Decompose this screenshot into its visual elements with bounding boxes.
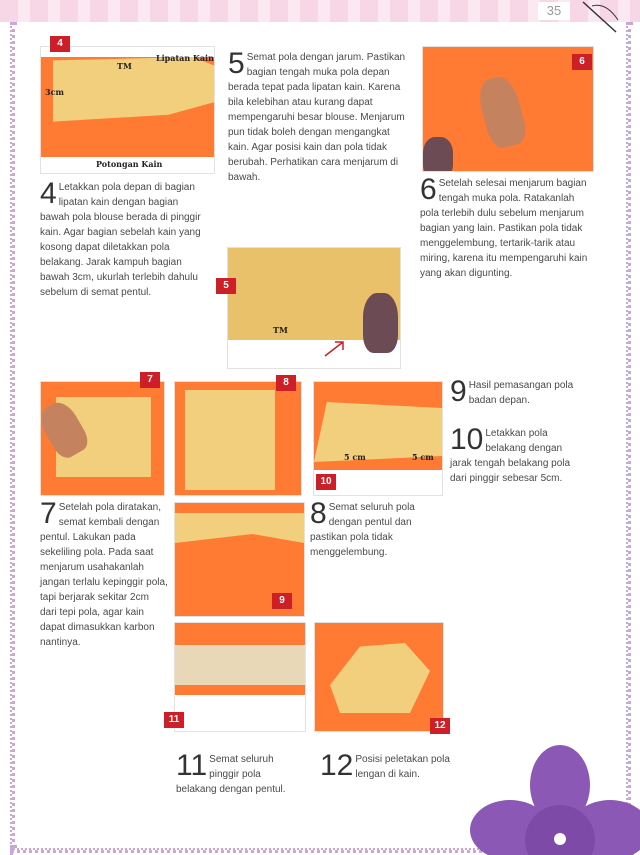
photo-badge-12: 12: [430, 718, 450, 734]
step-number: 10: [450, 423, 484, 456]
step-6: [420, 173, 596, 281]
step-11: [176, 749, 304, 797]
page-number: 35: [538, 2, 570, 20]
step-number: 6: [420, 173, 437, 206]
photo-badge-7: 7: [140, 372, 160, 388]
photo-4: [40, 46, 215, 174]
step-number: 4: [40, 177, 57, 210]
step-number: 8: [310, 497, 327, 530]
step-5: [228, 47, 406, 185]
step-text: Letakkan pola belakang dengan jarak tengah belakang pola dari pinggir sebesar 5cm.: [450, 428, 571, 484]
dim-left-label: 5 cm: [344, 452, 366, 462]
dotted-border-right: [626, 22, 631, 848]
step-text: Setelah selesai menjarum bagian tengah muka pola. Ratakanlah pola terlebih dulu sebelum menjarum bagian yang lain. Pastikan pola tidak menggelembung, tertarik-tarik atau miring, karena itu mempengaruhi kain yang akan digunting.: [420, 178, 588, 279]
step-text: Semat seluruh pola dengan pentul dan pastikan pola tidak menggelembung.: [310, 502, 415, 558]
step-number: 12: [320, 749, 354, 782]
step-10: [450, 423, 576, 486]
photo-6: [422, 46, 594, 172]
photo-badge-6: 6: [572, 54, 592, 70]
step-number: 9: [450, 375, 467, 408]
arrow-icon: [323, 338, 353, 358]
photo-badge-9: 9: [272, 593, 292, 609]
step-4: [40, 177, 210, 300]
photo-badge-4: 4: [50, 36, 70, 52]
dotted-border-left: [10, 22, 15, 848]
dim-right-label: 5 cm: [412, 452, 434, 462]
step-text: Semat pola dengan jarum. Pastikan bagian tengah muka pola depan berada tepat pada lipatan kain. Karena bila kelebihan atau kurang dapat mempengaruhi besar blouse. Menjarum pun tidak boleh dengan mengangkat kain. Agar posisi kain dan pola tidak berubah. Perhatikan cara menjarum di bawah.: [228, 52, 406, 183]
step-12: [320, 749, 450, 782]
photo-7: [40, 381, 165, 496]
step-text: Semat seluruh pinggir pola belakang dengan pentul.: [176, 754, 286, 795]
photo-badge-10: 10: [316, 474, 336, 490]
needle-thread-icon: [578, 0, 628, 40]
photo-12: [314, 622, 444, 732]
step-text: Setelah pola diratakan, semat kembali dengan pentul. Lakukan pada sekeliling pola. Pada saat menjarum usahakanlah jangan terlalu kepinggir pola, tapi berjarak sekitar 2cm dari tepi pola, agar kain dapat dimasukkan karbon nantinya.: [40, 502, 168, 648]
fold-label: Lipatan Kain: [156, 53, 214, 63]
photo-5: [227, 247, 401, 369]
cut-label: Potongan Kain: [96, 159, 163, 169]
step-8: [310, 497, 434, 560]
step-number: 5: [228, 47, 245, 80]
photo-11: [174, 622, 306, 732]
step-text: Hasil pemasangan pola badan depan.: [468, 380, 574, 406]
step-7: [40, 497, 168, 650]
step-number: 11: [176, 749, 208, 782]
photo-8: [174, 381, 302, 496]
step-9: [450, 375, 600, 408]
step-number: 7: [40, 497, 57, 530]
decorative-flower: [470, 745, 640, 855]
photo-badge-8: 8: [276, 375, 296, 391]
photo-badge-5: 5: [216, 278, 236, 294]
tm-label: TM: [117, 61, 132, 71]
step-text: Posisi peletakan pola lengan di kain.: [355, 754, 450, 780]
dim-label: 3cm: [45, 87, 64, 97]
photo-badge-11: 11: [164, 712, 184, 728]
tm-label: TM: [273, 325, 288, 335]
step-text: Letakkan pola depan di bagian lipatan kain dengan bagian bawah pola blouse berada di pinggir kain. Agar bagian sebelah kain yang kosong dapat diletakkan pola belakang. Jarak kampuh bagian bawah 3cm, ukurlah terlebih dahulu sebelum di semat pentul.: [40, 182, 201, 298]
